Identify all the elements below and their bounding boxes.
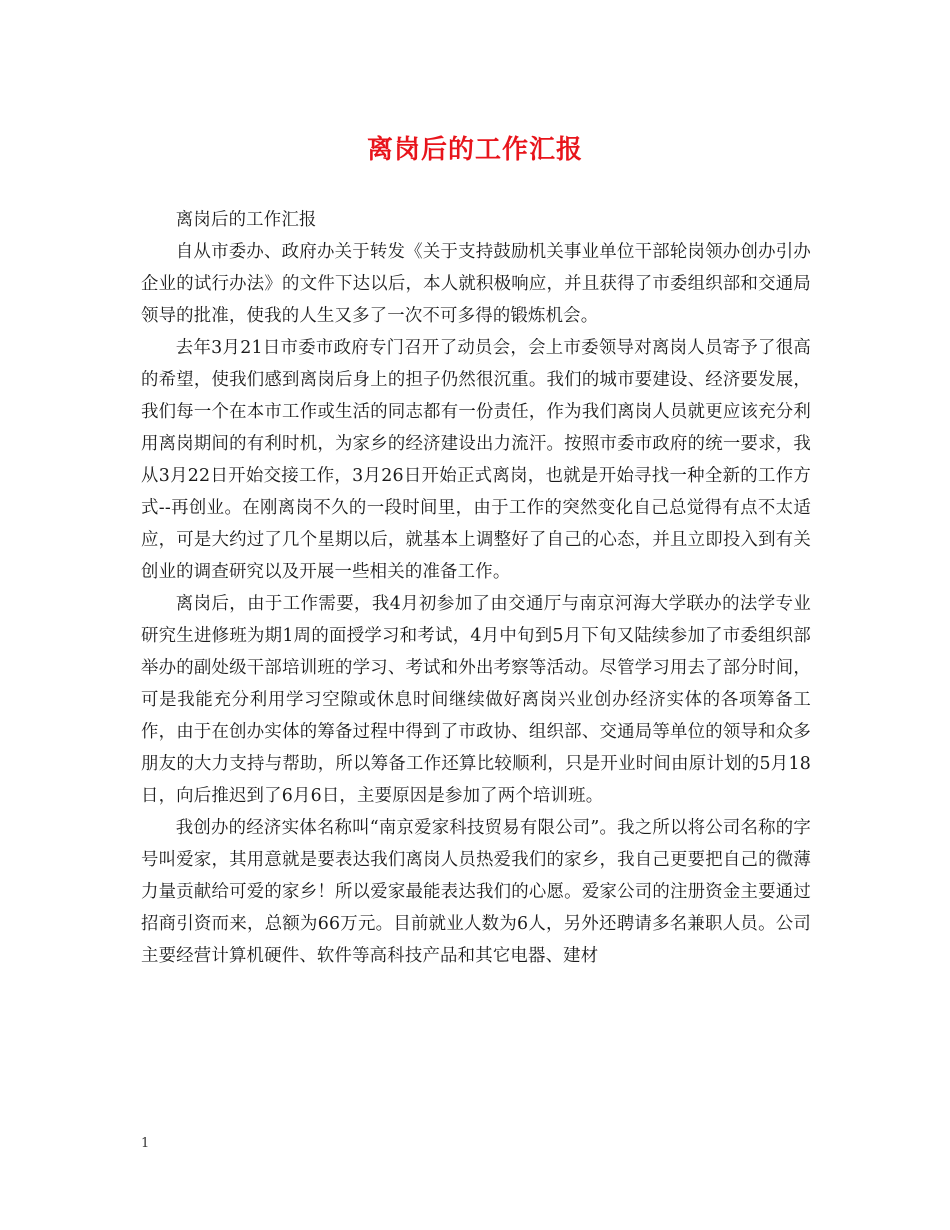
paragraph: 去年3月21日市委市政府专门召开了动员会，会上市委领导对离岗人员寄予了很高的希望，使我们感到离岗后身上的担子仍然很沉重。我们的城市要建设、经济要发展，我们每一个在本市工作或生活的同志都有一份责任，作为我们离岗人员就更应该充分利用离岗期间的有利时机，为家乡的经济建设出力流汗。按照市委市政府的统一要求，我从3月22日开始交接工作，3月26日开始正式离岗，也就是开始寻找一种全新的工作方式--再创业。在刚离岗不久的一段时间里，由于工作的突然变化自己总觉得有点不太适应，可是大约过了几个星期以后，就基本上调整好了自己的心态，并且立即投入到有关创业的调查研究以及开展一些相关的准备工作。 — [141, 338, 811, 582]
document-body — [141, 204, 811, 972]
paragraph: 离岗后，由于工作需要，我4月初参加了由交通厅与南京河海大学联办的法学专业研究生进修班为期1周的面授学习和考试，4月中旬到5月下旬又陆续参加了市委组织部举办的副处级干部培训班的学习、考试和外出考察等活动。尽管学习用去了部分时间，可是我能充分利用学习空隙或休息时间继续做好离岗兴业创办经济实体的各项筹备工作，由于在创办实体的筹备过程中得到了市政协、组织部、交通局等单位的领导和众多朋友的大力支持与帮助，所以筹备工作还算比较顺利，只是开业时间由原计划的5月18日，向后推迟到了6月6日，主要原因是参加了两个培训班。 — [141, 594, 811, 806]
document-title: 离岗后的工作汇报 — [366, 135, 583, 165]
paragraph: 自从市委办、政府办关于转发《关于支持鼓励机关事业单位干部轮岗领办创办引办企业的试行办法》的文件下达以后，本人就积极响应，并且获得了市委组织部和交通局领导的批准，使我的人生又多了一次不可多得的锻炼机会。 — [141, 242, 811, 326]
page-number: 1 — [141, 1136, 150, 1151]
paragraph: 我创办的经济实体名称叫“南京爱家科技贸易有限公司”。我之所以将公司名称的字号叫爱家，其用意就是要表达我们离岗人员热爱我们的家乡，我自己更要把自己的微薄力量贡献给可爱的家乡！所以爱家最能表达我们的心愿。爱家公司的注册资金主要通过招商引资而来，总额为66万元。目前就业人数为6人，另外还聘请多名兼职人员。公司主要经营计算机硬件、软件等高科技产品和其它电器、建材 — [141, 818, 811, 966]
paragraph-heading: 离岗后的工作汇报 — [175, 210, 317, 230]
